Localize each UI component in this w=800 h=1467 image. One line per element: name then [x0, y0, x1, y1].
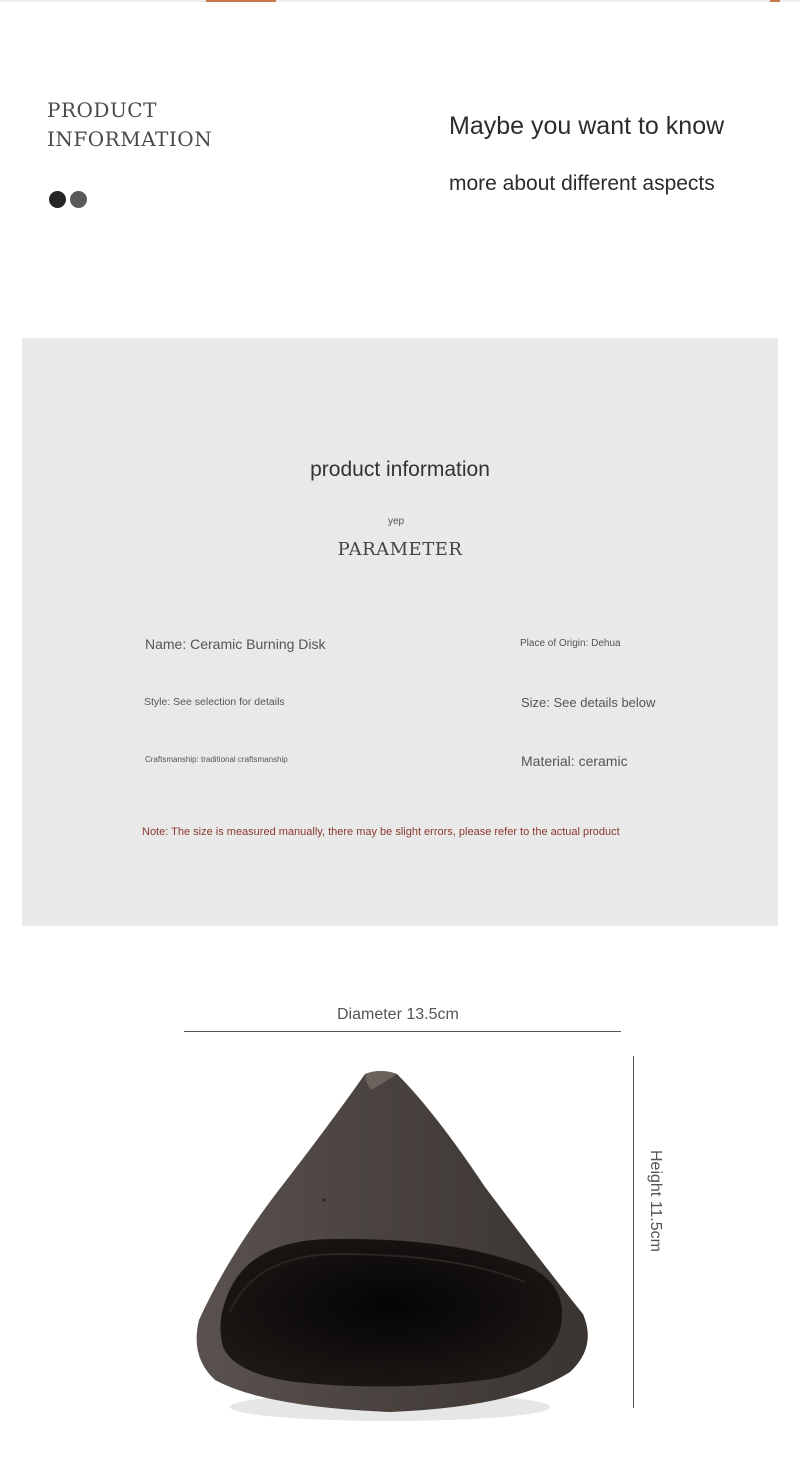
field-style: Style: See selection for details [144, 696, 285, 708]
section-title [47, 96, 212, 154]
field-craftsmanship: Craftsmanship: traditional craftsmanship [145, 755, 288, 764]
field-origin: Place of Origin: Dehua [520, 638, 621, 649]
diameter-label: Diameter 13.5cm [337, 1006, 459, 1023]
diameter-line [184, 1031, 621, 1032]
product-opening [220, 1239, 562, 1387]
tagline-line1: Maybe you want to know [449, 112, 725, 140]
field-size: Size: See details below [521, 695, 656, 710]
tagline-line2: more about different aspects [449, 172, 715, 195]
dot-dark-icon [49, 191, 66, 208]
top-accent-left [206, 0, 276, 2]
parameter-panel [22, 338, 778, 926]
panel-subtitle: PARAMETER [337, 539, 463, 560]
section-title-line2: INFORMATION [47, 127, 213, 151]
height-line [633, 1056, 634, 1408]
panel-title: product information [310, 458, 490, 481]
height-label: Height 11.5cm [647, 1150, 664, 1252]
dot-gray-icon [70, 191, 87, 208]
top-accent-right [770, 0, 780, 2]
product-speck [323, 1199, 326, 1202]
top-border [0, 0, 800, 2]
section-title-line1: PRODUCT [47, 98, 157, 122]
product-image [185, 1062, 595, 1424]
panel-caption: yep [387, 516, 405, 527]
measurement-note: Note: The size is measured manually, there may be slight errors, please refer to the actual product [142, 826, 620, 838]
field-material: Material: ceramic [521, 753, 628, 769]
field-name: Name: Ceramic Burning Disk [145, 636, 326, 652]
